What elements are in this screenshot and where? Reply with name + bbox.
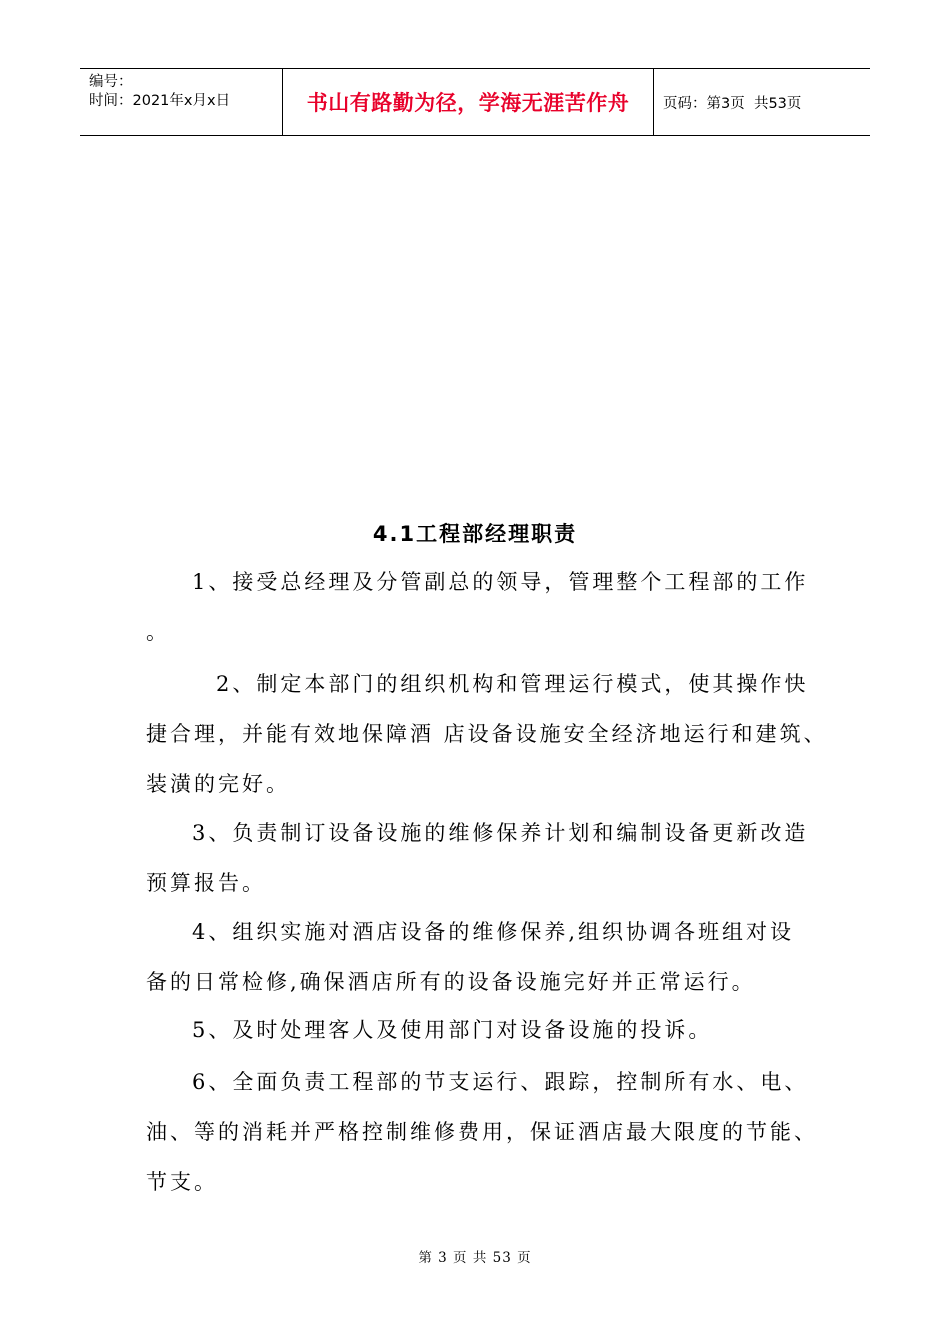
- text-line: 1、接受总经理及分管副总的领导，管理整个工程部的工作: [192, 570, 809, 594]
- document-code-label: 编号：: [89, 74, 133, 90]
- header-page-cell: [654, 69, 870, 135]
- text-line: 预算报告。: [146, 871, 266, 895]
- text-line: 5、及时处理客人及使用部门对设备设施的投诉。: [192, 1018, 713, 1042]
- header-motto: 书山有路勤为径，学海无涯苦作舟: [306, 91, 630, 115]
- section-title: 4.1工程部经理职责: [372, 522, 578, 546]
- duty-item-6: [146, 1057, 818, 1207]
- text-line: 4、组织实施对酒店设备的维修保养,组织协调各班组对设: [192, 920, 795, 944]
- text-line: 备的日常检修,确保酒店所有的设备设施完好并正常运行。: [146, 970, 756, 994]
- text-line: 捷合理，并能有效地保障酒 店设备设施安全经济地运行和建筑、: [146, 722, 828, 746]
- text-line: 2、制定本部门的组织机构和管理运行模式，使其操作快: [216, 672, 809, 696]
- header-page-info: 页码：第3页 共53页: [663, 95, 802, 112]
- text-line: 。: [146, 620, 170, 644]
- page-footer: 第 3 页 共 53 页: [418, 1250, 532, 1266]
- page-header: [80, 68, 870, 136]
- header-meta: [80, 69, 282, 135]
- duty-item-3: [146, 808, 811, 908]
- duty-item-5: [146, 1005, 811, 1055]
- text-line: 装潢的完好。: [146, 772, 290, 796]
- text-line: 油、等的消耗并严格控制维修费用，保证酒店最大限度的节能、: [146, 1120, 818, 1144]
- duty-item-1: [146, 557, 811, 657]
- duty-item-2: [146, 659, 828, 809]
- text-line: 节支。: [146, 1170, 218, 1194]
- text-line: 3、负责制订设备设施的维修保养计划和编制设备更新改造: [192, 821, 809, 845]
- text-line: 6、全面负责工程部的节支运行、跟踪，控制所有水、电、: [192, 1070, 809, 1094]
- document-time-label: 时间：2021年x月x日: [89, 93, 231, 109]
- duty-item-4: [146, 907, 811, 1007]
- header-motto-cell: [282, 69, 654, 135]
